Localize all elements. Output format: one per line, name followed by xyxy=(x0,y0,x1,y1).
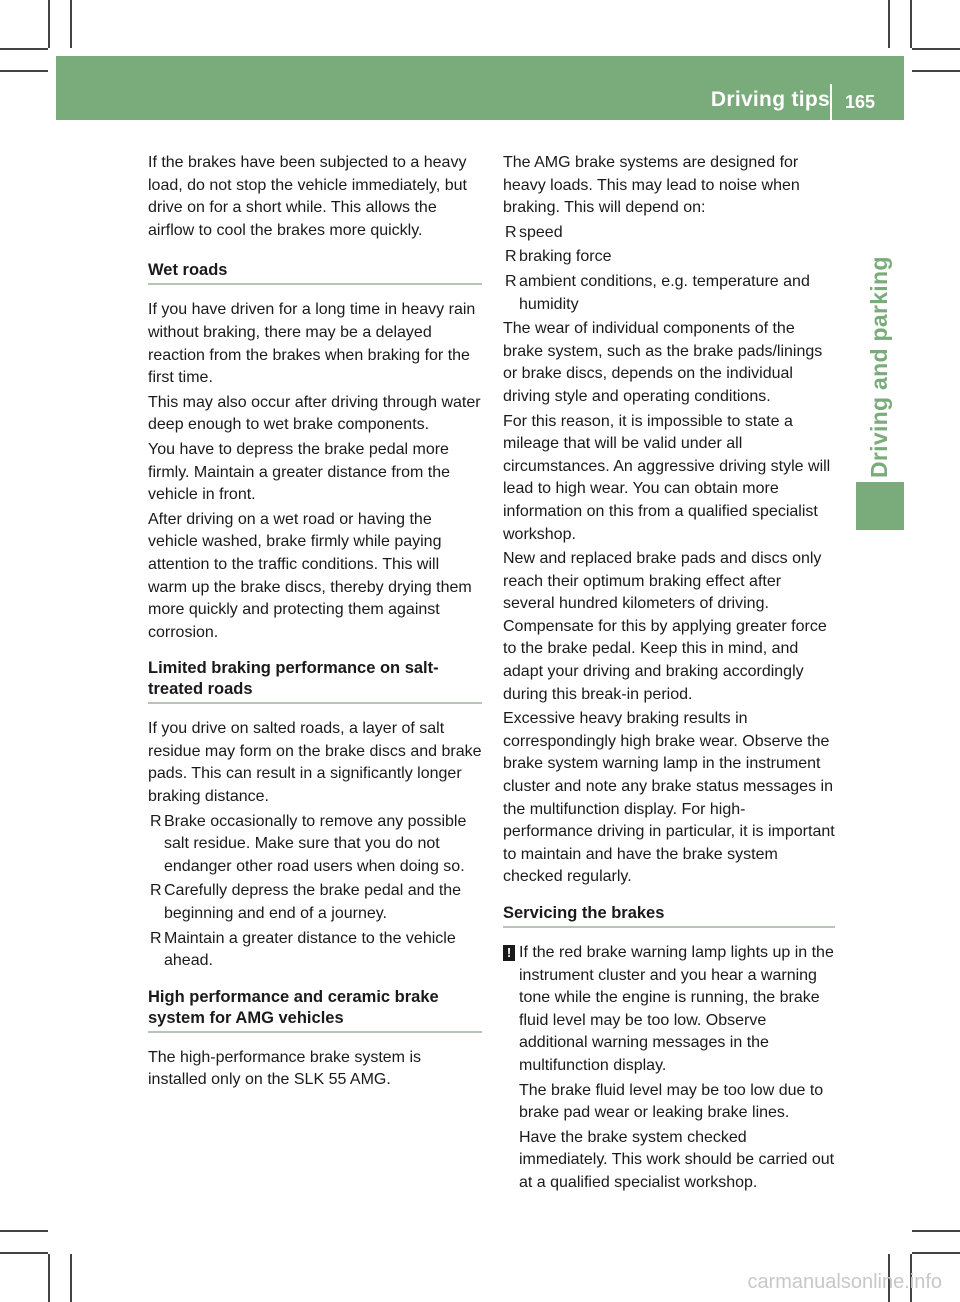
crop-mark xyxy=(912,1252,960,1254)
watermark: carmanualsonline.info xyxy=(747,1271,942,1293)
list-item: R Carefully depress the brake pedal and the beginning and end of a journey. xyxy=(150,882,462,923)
warning-icon: ! xyxy=(503,945,515,961)
paragraph: New and replaced brake pads and discs only reach their optimum braking effect after several hundred kilometers of driving. Compensate for this by applying greater force to the brake pedal. Keep this in mind, and adapt your driving and braking accordingly during this break-in period. xyxy=(503,550,827,703)
section-heading-servicing: Servicing the brakes xyxy=(503,903,835,928)
crop-mark xyxy=(48,1254,50,1302)
list-item: R braking force xyxy=(503,246,835,269)
section-heading-salt-roads: Limited braking performance on salt-treated roads xyxy=(148,658,482,704)
right-column xyxy=(503,152,835,1197)
paragraph: You have to depress the brake pedal more firmly. Maintain a greater distance from the vehicle in front. xyxy=(148,440,451,504)
chapter-tab-marker xyxy=(856,482,904,530)
intro-paragraph: If the brakes have been subjected to a heavy load, do not stop the vehicle immediately, but drive on for a short while. This allows the airflow to cool the brakes more quickly. xyxy=(148,154,467,239)
paragraph: This may also occur after driving through water deep enough to wet brake components. xyxy=(148,393,481,434)
paragraph: The brake fluid level may be too low due to brake pad wear or leaking brake lines. xyxy=(519,1081,824,1122)
bullet-list xyxy=(503,222,835,316)
paragraph: Excessive heavy braking results in correspondingly high brake wear. Observe the brake system warning lamp in the instrument cluster and note any brake status messages in the multifunction display. For high-performance driving in particular, it is important to maintain and have the brake system checked regularly. xyxy=(503,710,835,886)
section-heading-wet-roads: Wet roads xyxy=(148,260,482,285)
paragraph: The high-performance brake system is installed only on the SLK 55 AMG. xyxy=(148,1048,421,1089)
crop-mark xyxy=(912,70,960,72)
crop-mark xyxy=(910,0,912,48)
bullet-symbol: R xyxy=(150,812,162,830)
left-column xyxy=(148,152,482,1094)
crop-mark xyxy=(0,1252,48,1254)
list-item: R ambient conditions, e.g. temperature and humidity xyxy=(505,272,810,313)
bullet-symbol: R xyxy=(505,223,517,241)
list-item: R speed xyxy=(503,222,835,245)
header-divider xyxy=(830,84,832,120)
paragraph: If you have driven for a long time in heavy rain without braking, there may be a delayed reaction from the brakes when braking for the first time. xyxy=(148,301,476,387)
bullet-symbol: R xyxy=(150,882,162,900)
crop-mark xyxy=(48,0,50,48)
bullet-symbol: R xyxy=(150,929,162,947)
section-heading-amg-brakes: High performance and ceramic brake system for AMG vehicles xyxy=(148,987,482,1033)
paragraph: Have the brake system checked immediately. This work should be carried out at a qualified specialist workshop. xyxy=(519,1128,835,1191)
paragraph: The AMG brake systems are designed for heavy loads. This may lead to noise when braking. This will depend on: xyxy=(503,154,800,217)
crop-mark xyxy=(912,1230,960,1232)
crop-mark xyxy=(888,0,890,48)
section-title: Driving tips xyxy=(710,88,830,111)
chapter-tab-label: Driving and parking xyxy=(866,256,892,478)
bullet-symbol: R xyxy=(505,272,517,290)
bullet-symbol: R xyxy=(505,248,517,266)
paragraph: If the red brake warning lamp lights up in the instrument cluster and you hear a warning tone while the engine is running, the brake fluid level may be too low. Observe additional warning messages in the multifunction display. xyxy=(519,944,834,1074)
paragraph: For this reason, it is impossible to state a mileage that will be valid under all circumstances. An aggressive driving style will lead to high wear. You can obtain more information on this from a qualified specialist workshop. xyxy=(503,412,831,543)
paragraph: If you drive on salted roads, a layer of salt residue may form on the brake discs and brake pads. This can result in a significantly longer braking distance. xyxy=(148,720,482,806)
crop-mark xyxy=(912,48,960,50)
crop-mark xyxy=(0,48,48,50)
paragraph: After driving on a wet road or having the vehicle washed, brake firmly while paying attention to the traffic conditions. This will warm up the brake discs, thereby drying them more quickly and protecting them against corrosion. xyxy=(148,510,472,641)
page-number: 165 xyxy=(845,92,876,112)
warning-note xyxy=(503,942,835,1195)
list-item: R Maintain a greater distance to the vehicle ahead. xyxy=(150,929,456,970)
crop-mark xyxy=(70,1254,72,1302)
list-item: R Brake occasionally to remove any possible salt residue. Make sure that you do not endanger other road users when doing so. xyxy=(150,812,467,875)
paragraph: The wear of individual components of the brake system, such as the brake pads/linings or brake discs, depends on the individual driving style and operating conditions. xyxy=(503,320,823,405)
crop-mark xyxy=(0,1230,48,1232)
crop-mark xyxy=(0,70,48,72)
bullet-list xyxy=(148,811,482,973)
crop-mark xyxy=(70,0,72,48)
